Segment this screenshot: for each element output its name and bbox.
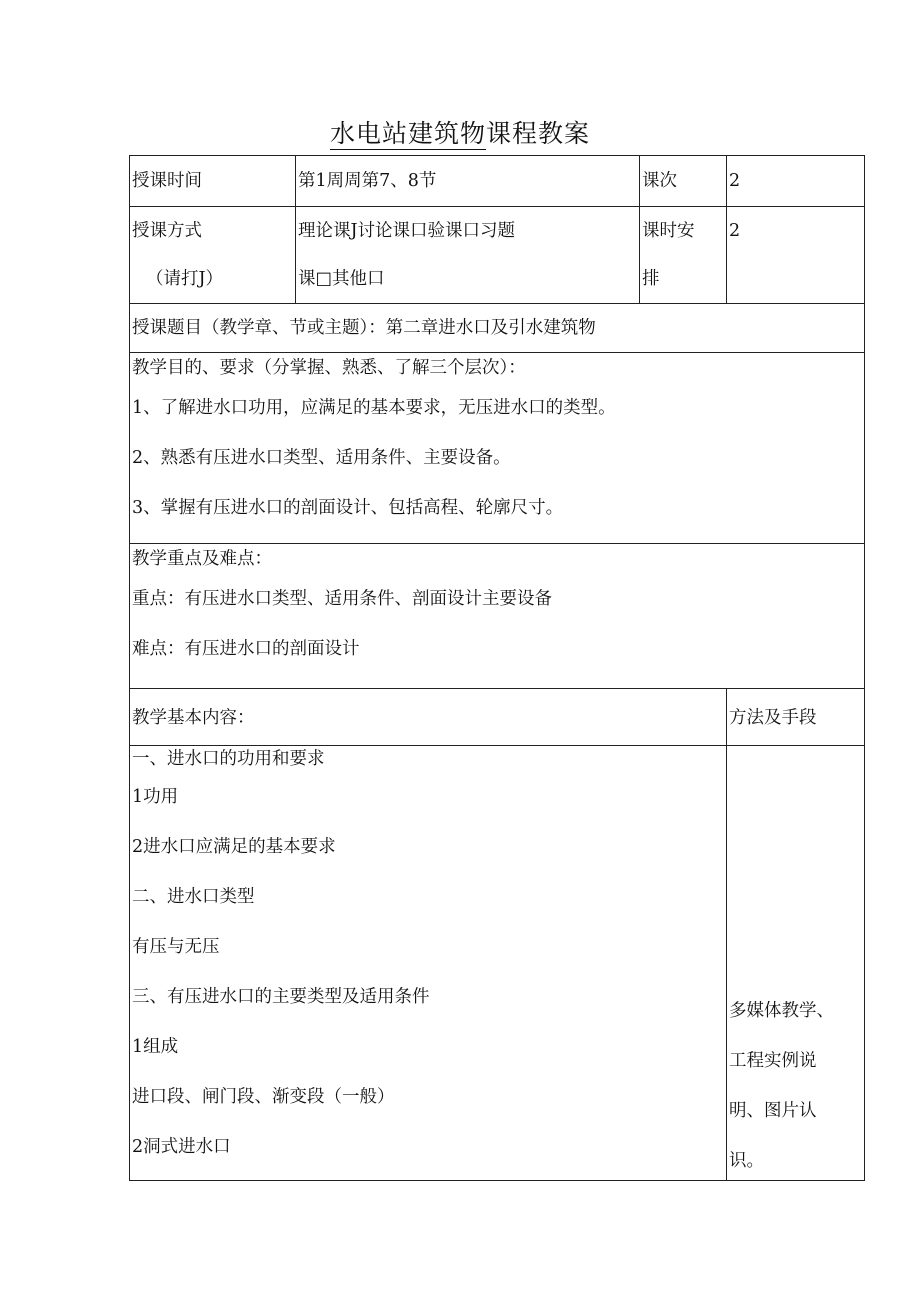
content-line: 一、进水口的功用和要求: [132, 749, 325, 769]
key-points-cell: [130, 544, 865, 689]
difficulty-text: 难点：有压进水口的剖面设计: [132, 639, 360, 659]
row-content: [130, 746, 865, 1181]
content-cell: [130, 746, 727, 1181]
content-line: 有压与无压: [132, 937, 220, 957]
content-line: 2进水口应满足的基本要求: [132, 837, 336, 857]
objective-item: 2、熟悉有压进水口类型、适用条件、主要设备。: [132, 448, 511, 468]
objectives-cell: [130, 353, 865, 544]
content-line: 1功用: [132, 787, 179, 807]
key-points-heading: 教学重点及难点：: [132, 549, 272, 569]
content-line: 三、有压进水口的主要类型及适用条件: [132, 987, 430, 1007]
objective-item: 1、了解进水口功用，应满足的基本要求，无压进水口的类型。: [132, 398, 616, 418]
label-teaching-time: 授课时间: [130, 156, 296, 207]
method-line: 识。: [729, 1151, 764, 1171]
row-objectives: [130, 353, 865, 544]
row-content-header: [130, 689, 865, 746]
topic-cell: 授课题目（教学章、节或主题）：第二章进水口及引水建筑物: [130, 304, 865, 353]
value-session: 2: [727, 156, 865, 207]
row-key-points: [130, 544, 865, 689]
row-topic: [130, 304, 865, 353]
label-session: 课次: [640, 156, 727, 207]
content-line: 二、进水口类型: [132, 887, 255, 907]
value-teaching-mode: 理论课J讨论课口验课口习题 课□其他口: [296, 207, 640, 304]
method-header-cell: 方法及手段: [727, 689, 865, 746]
objectives-heading: 教学目的、要求（分掌握、熟悉、了解三个层次）：: [132, 358, 526, 378]
lesson-plan-table: [129, 155, 865, 1181]
method-line: 工程实例说: [729, 1051, 817, 1071]
label-hours: 课时安 排: [640, 207, 727, 304]
row-method: [130, 207, 865, 304]
content-header-cell: 教学基本内容：: [130, 689, 727, 746]
focus-text: 重点：有压进水口类型、适用条件、剖面设计主要设备: [132, 589, 552, 609]
title-rest: 课程教案: [486, 119, 591, 148]
content-line: 1组成: [132, 1037, 179, 1057]
value-teaching-time: 第1周周第7、8节: [296, 156, 640, 207]
value-hours: 2: [727, 207, 865, 304]
label-teaching-mode: 授课方式 （请打J）: [130, 207, 296, 304]
content-line: 2洞式进水口: [132, 1137, 231, 1157]
title-underlined-part: 水电站建筑物: [329, 119, 486, 148]
row-time: [130, 156, 865, 207]
method-cell: [727, 746, 865, 1181]
method-line: 多媒体教学、: [729, 1001, 834, 1021]
objective-item: 3、掌握有压进水口的剖面设计、包括高程、轮廓尺寸。: [132, 498, 564, 518]
content-line: 进口段、闸门段、渐变段（一般）: [132, 1087, 395, 1107]
method-line: 明、图片认: [729, 1101, 817, 1121]
document-title: [0, 114, 920, 150]
